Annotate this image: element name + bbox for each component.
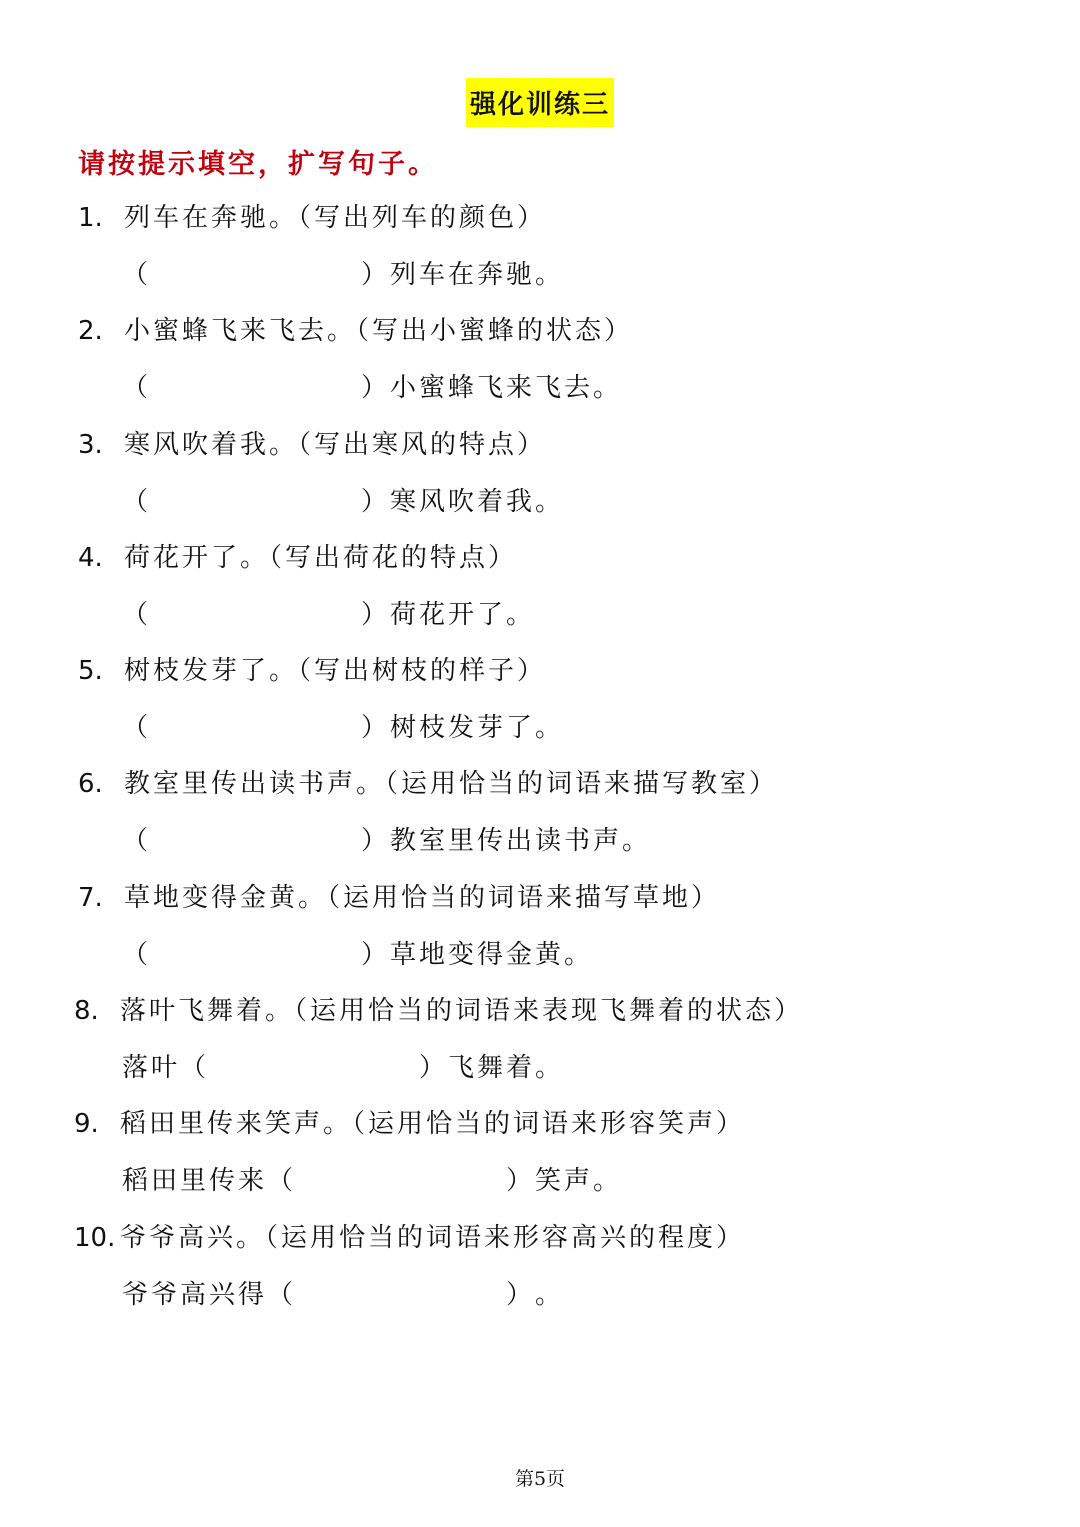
answer-suffix: 荷花开了。: [390, 599, 536, 630]
question-number: 2.: [78, 316, 103, 347]
open-paren: （: [122, 373, 152, 404]
answer-prefix: 稻田里传来: [122, 1166, 268, 1197]
question-text: 树枝发芽了。（写出树枝的样子）: [124, 656, 547, 687]
exercise-question: [78, 880, 720, 916]
page-title: 强化训练三: [466, 78, 614, 127]
answer-line: [122, 710, 564, 746]
answer-prefix: 落叶: [122, 1053, 181, 1084]
close-paren: ）: [361, 826, 391, 857]
answer-line: [122, 484, 564, 520]
open-paren: （: [122, 599, 152, 630]
question-text: 稻田里传来笑声。（运用恰当的词语来形容笑声）: [120, 1109, 746, 1140]
open-paren: （: [267, 1166, 297, 1197]
exercise-item: [78, 200, 1038, 313]
answer-line: [122, 1050, 564, 1086]
exercise-item: [78, 540, 1038, 653]
open-paren: （: [122, 713, 152, 744]
exercise-list: [74, 200, 1038, 1333]
open-paren: （: [180, 1053, 210, 1084]
answer-suffix: 草地变得金黄。: [390, 939, 594, 970]
answer-suffix: 。: [535, 1279, 565, 1310]
answer-suffix: 小蜜蜂飞来飞去。: [390, 373, 623, 404]
close-paren: ）: [419, 1053, 449, 1084]
exercise-item: [78, 427, 1038, 540]
answer-prefix: 爷爷高兴得: [122, 1279, 268, 1310]
close-paren: ）: [361, 260, 391, 290]
question-text: 草地变得金黄。（运用恰当的词语来描写草地）: [124, 882, 721, 913]
answer-line: [122, 370, 622, 406]
open-paren: （: [122, 260, 152, 290]
answer-suffix: 寒风吹着我。: [390, 486, 565, 517]
exercise-item: [74, 1106, 1038, 1219]
exercise-question: [78, 540, 517, 576]
question-number: 9.: [74, 1109, 99, 1140]
exercise-item: [78, 653, 1038, 766]
answer-suffix: 教室里传出读书声。: [390, 826, 652, 857]
question-number: 1.: [78, 203, 103, 233]
exercise-question: [74, 1106, 745, 1142]
question-text: 教室里传出读书声。（运用恰当的词语来描写教室）: [124, 769, 779, 800]
answer-line: [122, 257, 564, 293]
answer-suffix: 树枝发芽了。: [390, 713, 565, 744]
question-text: 列车在奔驰。（写出列车的颜色）: [124, 203, 547, 233]
exercise-item: [78, 880, 1038, 993]
question-number: 5.: [78, 656, 103, 687]
exercise-item: [78, 313, 1038, 426]
instruction: 请按提示填空，扩写句子。: [78, 149, 438, 180]
close-paren: ）: [506, 1166, 536, 1197]
question-number: 10.: [74, 1222, 116, 1253]
close-paren: ）: [506, 1279, 536, 1310]
question-text: 爷爷高兴。（运用恰当的词语来形容高兴的程度）: [120, 1222, 746, 1253]
question-number: 6.: [78, 769, 103, 800]
answer-suffix: 飞舞着。: [448, 1053, 565, 1084]
page-number: 第5页: [514, 1468, 566, 1490]
answer-line: [122, 597, 535, 633]
question-number: 7.: [78, 882, 103, 913]
question-number: 4.: [78, 542, 103, 573]
answer-line: [122, 1163, 622, 1199]
open-paren: （: [122, 939, 152, 970]
question-text: 寒风吹着我。（写出寒风的特点）: [124, 429, 547, 460]
answer-line: [122, 823, 651, 859]
answer-line: [122, 1277, 564, 1313]
exercise-question: [78, 653, 546, 689]
open-paren: （: [122, 486, 152, 517]
close-paren: ）: [361, 713, 391, 744]
question-number: 8.: [74, 996, 99, 1027]
answer-suffix: 列车在奔驰。: [390, 260, 565, 290]
close-paren: ）: [361, 599, 391, 630]
exercise-question: [78, 313, 633, 349]
exercise-item: [74, 1220, 1038, 1333]
close-paren: ）: [361, 486, 391, 517]
answer-suffix: 笑声。: [535, 1166, 623, 1197]
exercise-question: [78, 427, 546, 463]
question-text: 小蜜蜂飞来飞去。（写出小蜜蜂的状态）: [124, 316, 634, 347]
answer-line: [122, 937, 593, 973]
exercise-item: [74, 993, 1038, 1106]
exercise-question: [74, 993, 803, 1029]
close-paren: ）: [361, 373, 391, 404]
exercise-question: [78, 766, 778, 802]
exercise-question: [74, 1220, 745, 1256]
question-number: 3.: [78, 429, 103, 460]
question-text: 荷花开了。（写出荷花的特点）: [124, 542, 518, 573]
exercise-question: [78, 200, 546, 236]
title-wrap: [0, 78, 1080, 127]
close-paren: ）: [361, 939, 391, 970]
question-text: 落叶飞舞着。（运用恰当的词语来表现飞舞着的状态）: [120, 996, 804, 1027]
open-paren: （: [122, 826, 152, 857]
exercise-item: [78, 766, 1038, 879]
open-paren: （: [267, 1279, 297, 1310]
